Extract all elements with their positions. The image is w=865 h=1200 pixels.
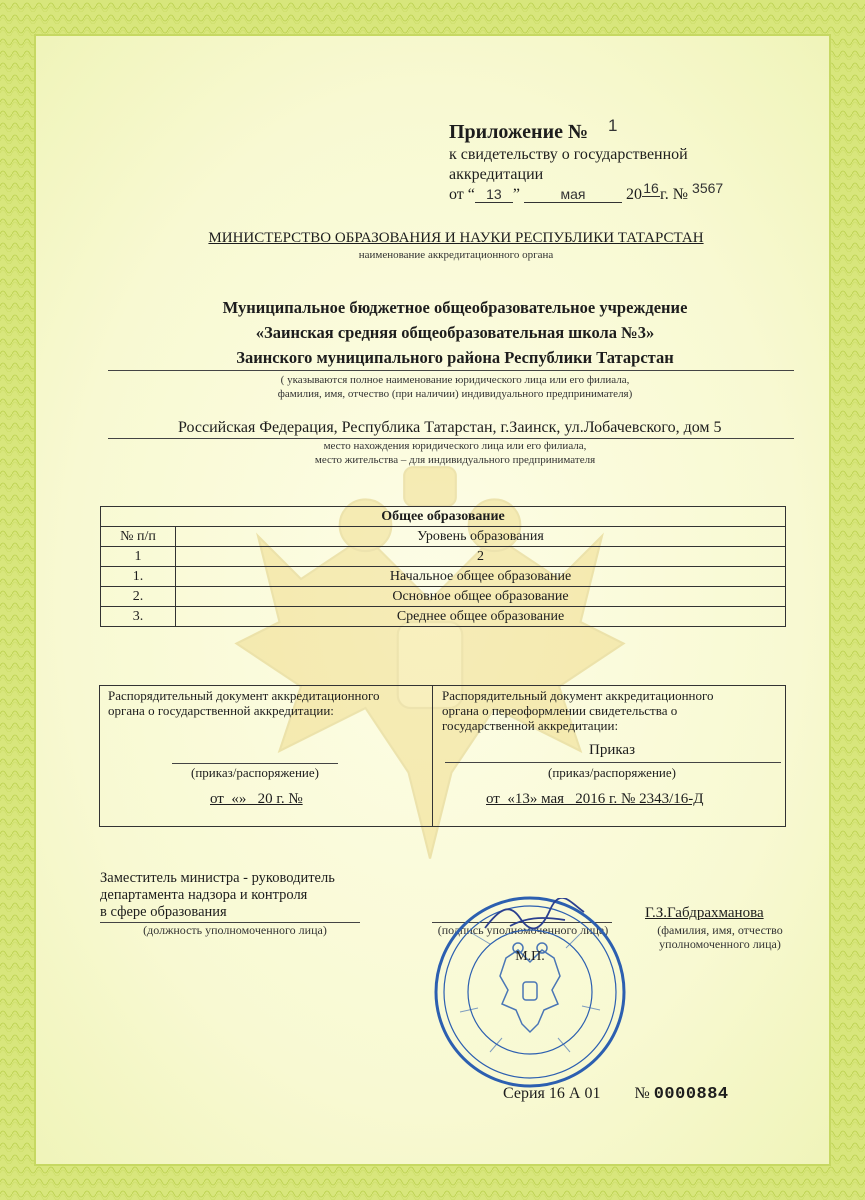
address-underline (108, 438, 794, 439)
date-month: мая (524, 186, 622, 203)
appendix-title: Приложение № (449, 121, 589, 143)
seal-label: М.П. (515, 949, 545, 964)
signature-caption: (подпись уполномоченного лица) (437, 923, 609, 937)
date-prefix: от (449, 186, 464, 203)
table-header-row (101, 527, 786, 547)
index-col1: 1 (101, 547, 176, 567)
name-caption-line2: уполномоченного лица) (659, 937, 781, 951)
education-levels-table (100, 506, 786, 627)
accreditation-doc-label (108, 688, 428, 718)
row-level: Начальное общее образование (176, 567, 786, 587)
right-label-line1: Распорядительный документ аккредитационного (442, 688, 714, 703)
authority-name: МИНИСТЕРСТВО ОБРАЗОВАНИЯ И НАУКИ РЕСПУБЛИКИ ТАТАРСТАН (208, 230, 704, 246)
row-number: 1. (101, 567, 176, 587)
appendix-subtitle-line1: к свидетельству о государственной (449, 146, 688, 163)
signature-scribble (480, 898, 590, 938)
appendix-date: от “ 13 ” мая 2016г. № 3567 (449, 180, 724, 203)
position-line3: в сфере образования (100, 904, 227, 920)
year-suffix: 16 (643, 180, 659, 196)
authority-caption: наименование аккредитационного органа (358, 249, 554, 261)
organization-underline (108, 370, 794, 371)
organization-line2: «Заинская средняя общеобразовательная школа №3» (255, 323, 655, 342)
organization-caption2: фамилия, имя, отчество (при наличии) индивидуального предпринимателя) (277, 388, 633, 400)
row-number: 3. (101, 607, 176, 627)
year-prefix: 20 (626, 186, 642, 203)
right-doc-type-line (445, 762, 781, 763)
signatory-name: Г.З.Габдрахманова (645, 905, 764, 921)
position-line1: Заместитель министра - руководитель (100, 870, 335, 886)
year-unit: г. № (660, 186, 689, 203)
appendix-number: 1 (608, 116, 618, 135)
left-label-line1: Распорядительный документ аккредитационного (108, 688, 380, 703)
right-doc-date: от «13» мая 2016 г. № 2343/16-Д (486, 791, 704, 807)
table-title: Общее образование (101, 507, 786, 527)
left-doc-date: от «» 20 г. № (210, 791, 303, 807)
organization-line3: Заинского муниципального района Республики Татарстан (236, 348, 674, 367)
header-number: № п/п (101, 527, 176, 547)
signatory-position (100, 870, 335, 921)
right-label-line3: государственной аккредитации: (442, 718, 619, 733)
date-day: 13 (475, 186, 513, 203)
series-label: Серия 16 А 01 (503, 1085, 601, 1102)
address-caption2: место жительства – для индивидуального предпринимателя (314, 454, 596, 466)
row-level: Основное общее образование (176, 587, 786, 607)
position-line2: департамента надзора и контроля (100, 887, 308, 903)
table-row (101, 607, 786, 627)
organization-caption1: ( указываются полное наименование юридического лица или его филиала, (280, 374, 630, 386)
certificate-number: 3567 (692, 180, 724, 196)
address-caption1: место нахождения юридического лица или его филиала, (323, 440, 587, 452)
name-caption-line1: (фамилия, имя, отчество (657, 923, 783, 937)
right-doc-type: Приказ (588, 742, 635, 758)
row-level: Среднее общее образование (176, 607, 786, 627)
header-level: Уровень образования (176, 527, 786, 547)
left-doc-type-line (172, 763, 338, 764)
address-value: Российская Федерация, Республика Татарстан, г.Заинск, ул.Лобачевского, дом 5 (178, 419, 722, 436)
form-series (503, 1085, 729, 1104)
organization-line1: Муниципальное бюджетное общеобразовательное учреждение (222, 298, 688, 317)
row-number: 2. (101, 587, 176, 607)
index-col2: 2 (176, 547, 786, 567)
series-number: 0000884 (653, 1085, 729, 1104)
left-doc-type-caption: (приказ/распоряжение) (191, 765, 319, 780)
series-number-prefix: № (634, 1085, 650, 1102)
appendix-subtitle-line2: аккредитации (449, 166, 544, 183)
table-title-row (101, 507, 786, 527)
table-row (101, 567, 786, 587)
appendix-subtitle (449, 145, 688, 185)
position-caption: (должность уполномоченного лица) (143, 923, 327, 937)
table-index-row (101, 547, 786, 567)
docbox-divider (432, 686, 433, 827)
table-row (101, 587, 786, 607)
name-caption (640, 923, 800, 951)
left-label-line2: органа о государственной аккредитации: (108, 703, 334, 718)
right-label-line2: органа о переоформлении свидетельства о (442, 703, 678, 718)
right-doc-type-caption: (приказ/распоряжение) (548, 765, 676, 780)
administrative-documents-box (99, 685, 786, 827)
reissue-doc-label (442, 688, 782, 733)
